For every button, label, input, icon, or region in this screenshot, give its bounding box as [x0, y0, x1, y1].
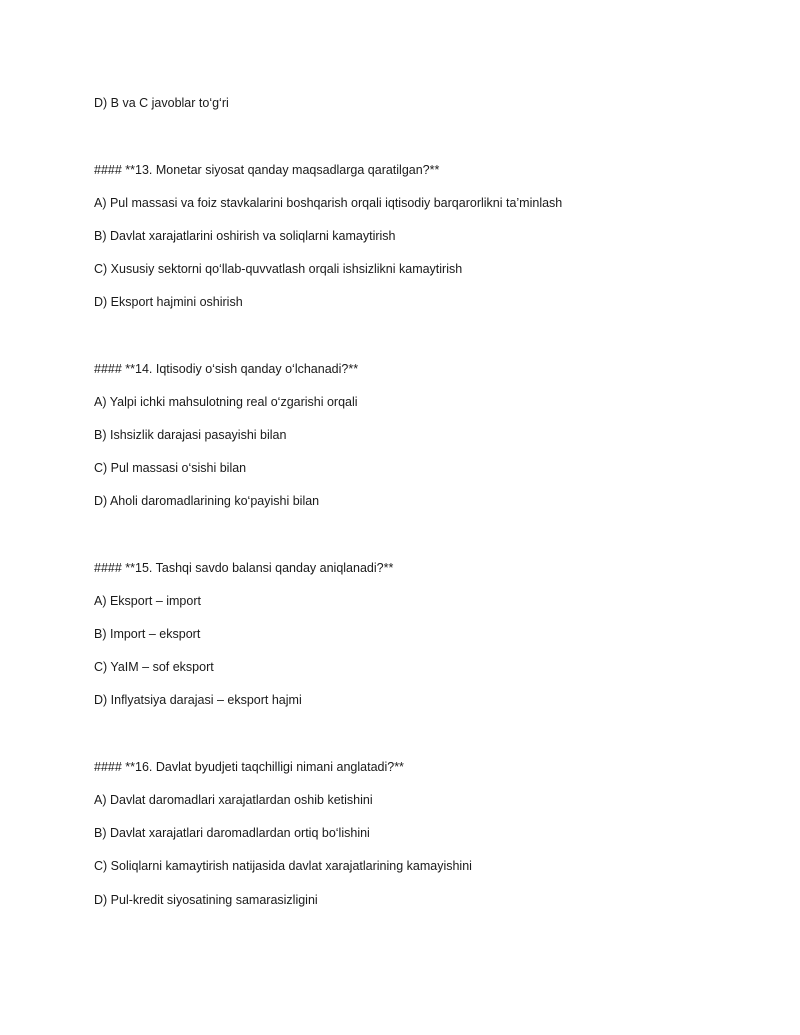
answer-option-15-a: A) Eksport – import [94, 594, 201, 608]
answer-option-14-a: A) Yalpi ichki mahsulotning real o‘zgarishi orqali [94, 395, 358, 409]
question-16-heading: #### **16. Davlat byudjeti taqchilligi nimani anglatadi?** [94, 760, 404, 774]
answer-option-16-b: B) Davlat xarajatlari daromadlardan ortiq bo‘lishini [94, 826, 370, 840]
answer-option-14-d: D) Aholi daromadlarining ko‘payishi bilan [94, 494, 320, 508]
answer-option-13-c: C) Xususiy sektorni qo‘llab-quvvatlash orqali ishsizlikni kamaytirish [94, 262, 463, 276]
question-15-heading: #### **15. Tashqi savdo balansi qanday aniqlanadi?** [94, 561, 394, 575]
answer-option-12-d: D) B va C javoblar to‘g‘ri [94, 96, 229, 110]
answer-option-13-d: D) Eksport hajmini oshirish [94, 295, 243, 309]
answer-option-15-b: B) Import – eksport [94, 627, 201, 641]
question-14-heading: #### **14. Iqtisodiy o‘sish qanday o‘lchanadi?** [94, 362, 359, 376]
answer-option-13-a: A) Pul massasi va foiz stavkalarini boshqarish orqali iqtisodiy barqarorlikni ta’minlash [94, 196, 563, 210]
answer-option-16-a: A) Davlat daromadlari xarajatlardan oshib ketishini [94, 793, 373, 807]
answer-option-16-d: D) Pul-kredit siyosatining samarasizligini [94, 893, 318, 907]
question-13-heading: #### **13. Monetar siyosat qanday maqsadlarga qaratilgan?** [94, 163, 440, 177]
answer-option-15-d: D) Inflyatsiya darajasi – eksport hajmi [94, 693, 302, 707]
answer-option-13-b: B) Davlat xarajatlarini oshirish va soliqlarni kamaytirish [94, 229, 396, 243]
answer-option-15-c: C) YaIM – sof eksport [94, 660, 214, 674]
answer-option-14-b: B) Ishsizlik darajasi pasayishi bilan [94, 428, 287, 442]
answer-option-14-c: C) Pul massasi o‘sishi bilan [94, 461, 247, 475]
answer-option-16-c: C) Soliqlarni kamaytirish natijasida davlat xarajatlarining kamayishini [94, 859, 472, 873]
